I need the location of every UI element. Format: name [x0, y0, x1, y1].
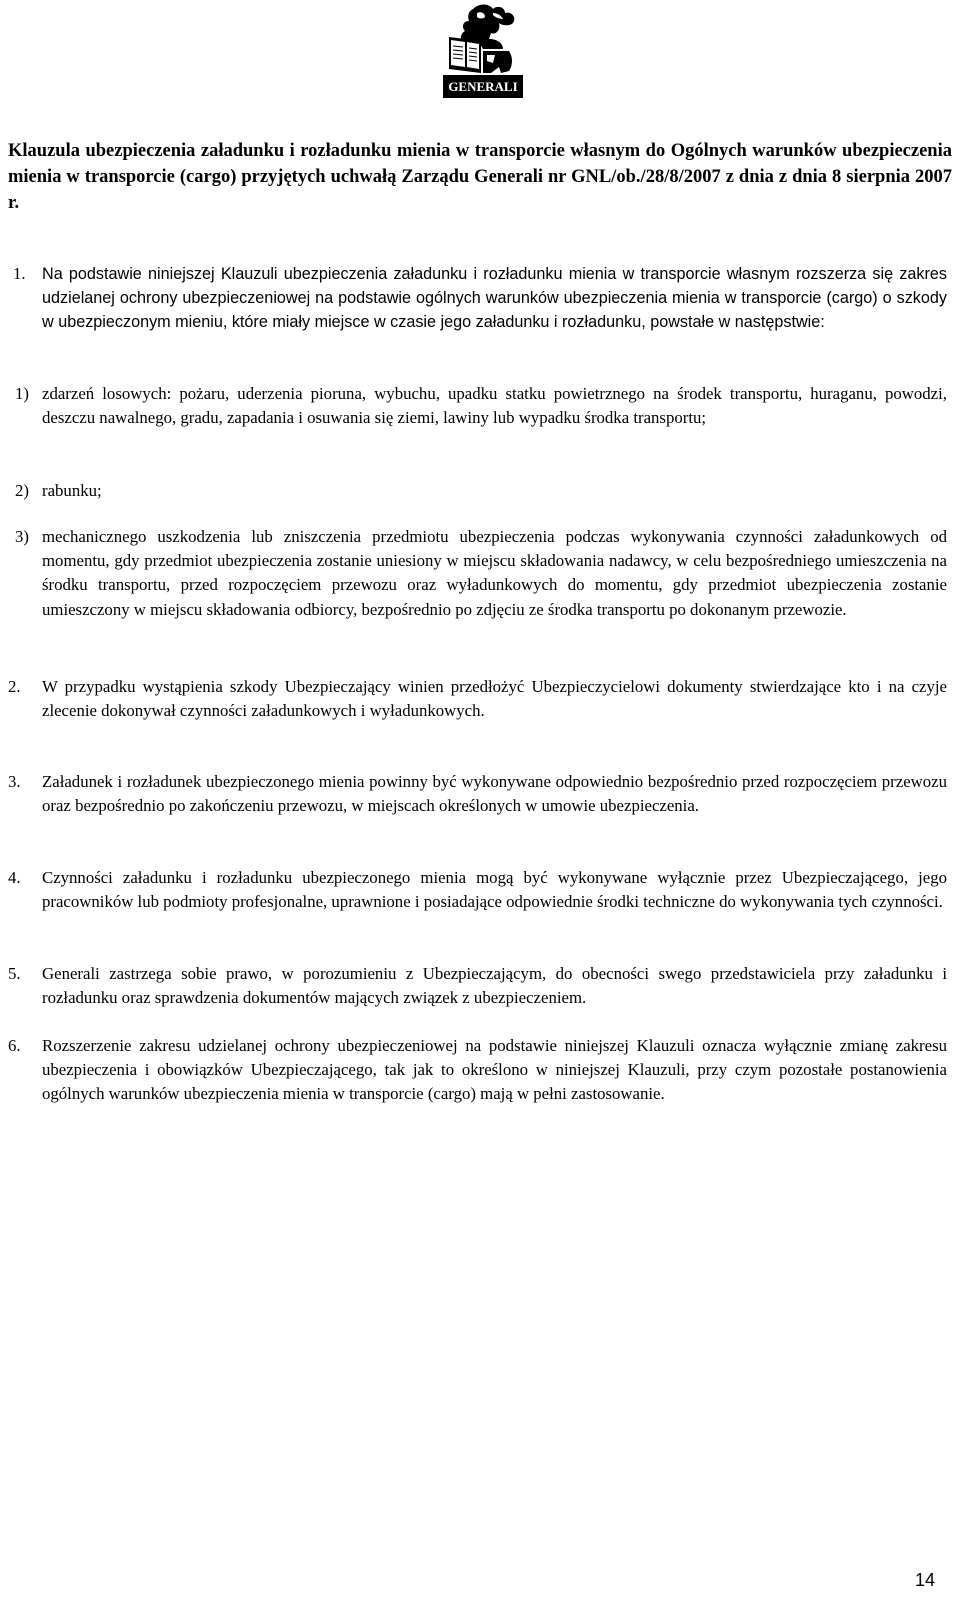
generali-logo: [443, 3, 523, 98]
section-number: 6.: [8, 1036, 21, 1055]
section-number: 1.: [13, 264, 26, 283]
list-item-number: 1): [15, 384, 29, 403]
section-number: 3.: [8, 772, 21, 791]
section-text: Czynności załadunku i rozładunku ubezpieczonego mienia mogą być wykonywane wyłącznie przez Ubezpieczającego, jego pracowników lub podmioty profesjonalne, uprawnione i posiadające odpowiednie środki techniczne do wykonywania tych czynności.: [42, 868, 947, 912]
section-text: W przypadku wystąpienia szkody Ubezpieczający winien przedłożyć Ubezpieczycielowi dokumenty stwierdzające kto i na czyje zlecenie dokonywał czynności załadunkowych i wyładunkowych.: [42, 677, 947, 721]
list-item-number: 2): [15, 481, 29, 500]
section-5: [8, 962, 947, 1010]
section-number: 5.: [8, 964, 21, 983]
list-item-number: 3): [15, 527, 29, 546]
section-number: 4.: [8, 868, 21, 887]
page-number: 14: [915, 1570, 936, 1590]
section-text: Rozszerzenie zakresu udzielanej ochrony ubezpieczeniowej na podstawie niniejszej Klauzuli oznacza wyłącznie zmianę zakresu ubezpieczenia i obowiązków Ubezpieczającego, tak jak to określono w niniejszej Klauzuli, przy czym pozostałe postanowienia ogólnych warunków ubezpieczenia mienia w transporcie (cargo) mają w pełni zastosowanie.: [42, 1036, 947, 1104]
list-item-text: zdarzeń losowych: pożaru, uderzenia pioruna, wybuchu, upadku statku powietrznego na środek transportu, huraganu, powodzi, deszczu nawalnego, gradu, zapadania i osuwania się ziemi, lawiny lub wypadku środka transportu;: [42, 384, 947, 428]
lion-icon: [443, 3, 523, 98]
section-4: [8, 866, 947, 914]
section-text: Generali zastrzega sobie prawo, w porozumieniu z Ubezpieczającym, do obecności swego przedstawiciela przy załadunku i rozładunku oraz sprawdzenia dokumentów mających związek z ubezpieczeniem.: [42, 964, 947, 1008]
section-3: [8, 770, 947, 818]
list-item: [15, 382, 947, 430]
section-number: 2.: [8, 677, 21, 696]
list-item-text: rabunku;: [42, 481, 102, 500]
svg-text:GENERALI: GENERALI: [448, 79, 518, 94]
list-item: [15, 479, 947, 503]
section-1: [13, 262, 947, 335]
section-2: [8, 675, 947, 723]
section-text: Na podstawie niniejszej Klauzuli ubezpieczenia załadunku i rozładunku mienia w transporcie własnym rozszerza się zakres udzielanej ochrony ubezpieczeniowej na podstawie ogólnych warunków ubezpieczenia mienia w transporcie (cargo) o szkody w ubezpieczonym mieniu, które miały miejsce w czasie jego załadunku i rozładunku, powstałe w następstwie:: [42, 265, 947, 332]
section-6: [8, 1034, 947, 1107]
list-item: [15, 525, 947, 622]
document-title: Klauzula ubezpieczenia załadunku i rozładunku mienia w transporcie własnym do Ogólnych warunków ubezpieczenia mienia w transporcie (cargo) przyjętych uchwałą Zarządu Generali nr GNL/ob./28/8/2007 z dnia z dnia 8 sierpnia 2007 r.: [8, 141, 952, 213]
list-item-text: mechanicznego uszkodzenia lub zniszczenia przedmiotu ubezpieczenia podczas wykonywania czynności załadunkowych od momentu, gdy przedmiot ubezpieczenia zostanie uniesiony w miejscu składowania nadawcy, w celu bezpośredniego umieszczenia na środku transportu, przed rozpoczęciem przewozu oraz wyładunkowych do momentu, gdy przedmiot ubezpieczenia zostanie umieszczony w miejscu składowania odbiorcy, bezpośrednio po zdjęciu ze środka transportu po dokonanym przewozie.: [42, 527, 947, 619]
section-text: Załadunek i rozładunek ubezpieczonego mienia powinny być wykonywane odpowiednio bezpośrednio przed rozpoczęciem przewozu oraz bezpośrednio po zakończeniu przewozu, w miejscach określonych w umowie ubezpieczenia.: [42, 772, 947, 816]
